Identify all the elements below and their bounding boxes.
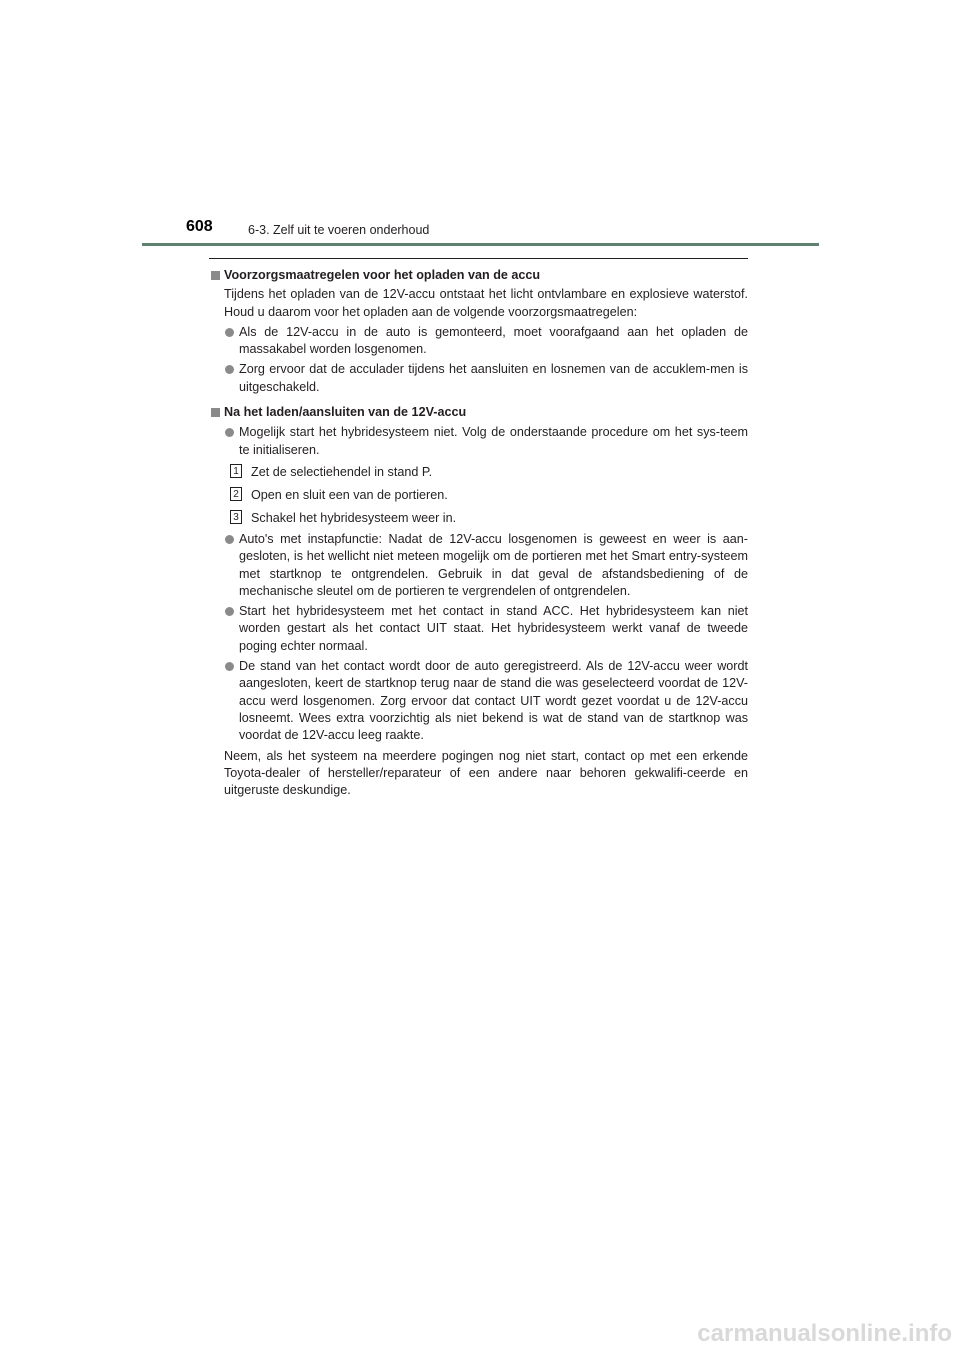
circle-bullet-icon (225, 662, 234, 671)
circle-bullet-icon (225, 428, 234, 437)
circle-bullet-icon (225, 607, 234, 616)
content-body (209, 258, 748, 799)
list-item: Start het hybridesysteem met het contact in stand ACC. Het hybridesysteem kan niet worden gestart als het contact UIT staat. Het hybridesysteem werkt vanaf de tweede poging echter normaal. (209, 603, 748, 655)
procedure-step: 1 Zet de selectiehendel in stand P. (209, 463, 748, 482)
list-item: Als de 12V-accu in de auto is gemonteerd, moet voorafgaand aan het opladen de massakabel worden losgenomen. (209, 324, 748, 359)
list-item: Zorg ervoor dat de acculader tijdens het aansluiten en losnemen van de accuklem-men is uitgeschakeld. (209, 361, 748, 396)
step-number: 3 (230, 510, 242, 524)
procedure-step: 2 Open en sluit een van de portieren. (209, 486, 748, 505)
section-heading-precautions: Voorzorgsmaatregelen voor het opladen van de accu (209, 267, 748, 284)
step-number: 2 (230, 487, 242, 501)
watermark: carmanualsonline.info (697, 1320, 952, 1347)
circle-bullet-icon (225, 365, 234, 374)
list-item: Mogelijk start het hybridesysteem niet. Volg de onderstaande procedure om het sys-teem te initialiseren. (209, 424, 748, 459)
circle-bullet-icon (225, 328, 234, 337)
square-bullet-icon (211, 271, 220, 280)
procedure-step: 3 Schakel het hybridesysteem weer in. (209, 509, 748, 528)
list-item: De stand van het contact wordt door de auto geregistreerd. Als de 12V-accu weer wordt aangesloten, keert de startknop terug naar de stand die was geselecteerd voordat de 12V-accu werd losgenomen. Zorg ervoor dat contact UIT wordt gezet voordat u de 12V-accu losneemt. Wees extra voorzichtig als niet bekend is wat de stand van de startknop was voordat de 12V-accu leeg raakte. (209, 658, 748, 744)
intro-paragraph: Tijdens het opladen van de 12V-accu ontstaat het licht ontvlambare en explosieve waterstof. Houd u daarom voor het opladen aan de volgende voorzorgsmaatregelen: (224, 287, 748, 319)
square-bullet-icon (211, 408, 220, 417)
section-heading-after-charging: Na het laden/aansluiten van de 12V-accu (209, 404, 748, 421)
closing-paragraph: Neem, als het systeem na meerdere pogingen nog niet start, contact op met een erkende Toyota-dealer of hersteller/reparateur of een andere naar behoren gekwalifi-ceerde en uitgeruste deskundige. (224, 748, 748, 798)
header-rule (142, 243, 819, 246)
section-title: 6-3. Zelf uit te voeren onderhoud (248, 223, 430, 237)
circle-bullet-icon (225, 535, 234, 544)
step-number: 1 (230, 464, 242, 478)
list-item: Auto's met instapfunctie: Nadat de 12V-accu losgenomen is geweest en weer is aan-gesloten, is het wellicht niet meteen mogelijk om de portieren met het Smart entry-systeem met startknop te ontgrendelen. Gebruik in dat geval de afstandsbediening of de mechanische sleutel om de portieren te vergrendelen of ontgrendelen. (209, 531, 748, 600)
page-number: 608 (186, 218, 213, 235)
